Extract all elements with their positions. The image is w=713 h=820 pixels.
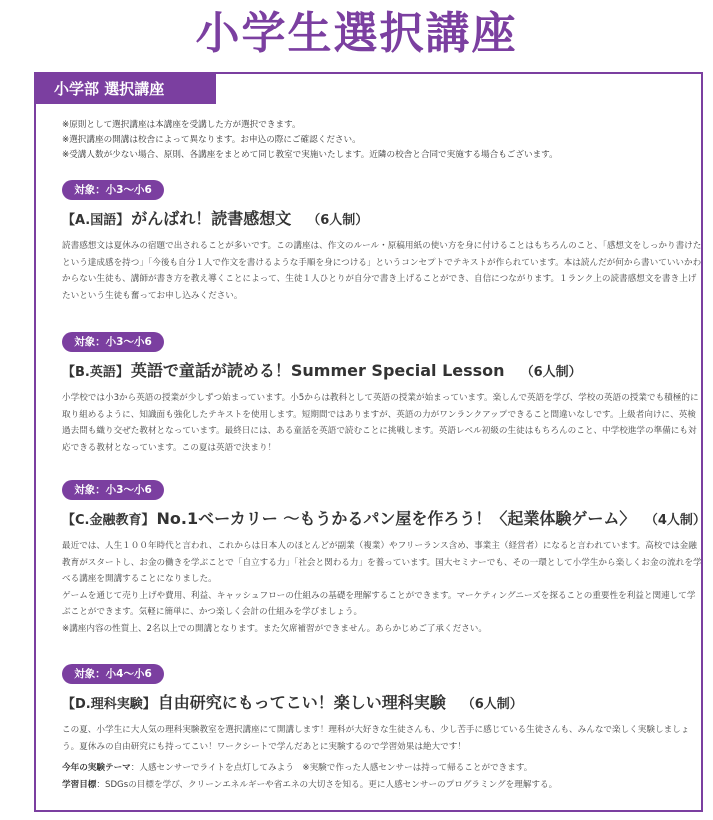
frame-tab-label: 小学部 選択講座 [36,74,216,104]
course-heading [62,359,582,385]
note-line: ※原則として選択講座は本講座を受講した方が選択できます。 [62,120,301,130]
course-tag: 【B.英語】 [62,365,129,380]
course-title: がんばれ！読書感想文 [131,209,292,228]
description-paragraph: ゲームを通じて売り上げや費用、利益、キャッシュフローの仕組みの基礎を理解することができます。マーケティングニーズを探ることの重要性を利益と関連して学ぶことができます。気軽に簡単に、かつ楽しく会計の仕組みを学びましょう。 [62,590,696,618]
description-paragraph: 小学校では小3から英語の授業が少しずつ始まっています。小5からは教科として英語の授業が始まっています。楽しんで英語を学び、学校の英語の授業でも積極的に取り組めるように、知識面も強化したテキストを使用します。短期間ではありますが、英語の力がワンランクアップできること間違いなしです。上級者向けに、英検過去問も織り交ぜた教材となっています。最終日には、ある童話を英語で読むことに挑戦します。英語レベル初級の生徒はもちろんのこと、中学校進学の準備にも対応できる教材となっています。この夏は英語で決まり！ [62,393,699,453]
course-tag: 【D.理科実験】 [62,697,156,712]
target-badge: 対象：小3〜小6 [62,180,164,200]
course-capacity: （4人制） [651,513,706,528]
course-frame [34,72,706,812]
course-description [62,390,704,456]
target-badge: 対象：小4〜小6 [62,664,164,684]
course-tag: 【C.金融教育】 [62,513,155,528]
theme-text: ：人感センサーでライトを点灯してみよう ※実験で作った人感センサーは持って帰ることができます。 [130,763,533,774]
page-title: 小学生選択講座 [195,8,518,59]
description-paragraph: 読書感想文は夏休みの宿題で出されることが多いです。この講座は、作文のルール・原稿用紙の使い方を身に付けることはもちろんのこと、「感想文をしっかり書けたという達成感を持つ」「今後も自分１人で作文を書けるような手順を身につける」というコンセプトでテキストが作られています。本は読んだが何から書いていいかわからない生徒も、講師が書き方を教え導くことによって、生徒１人ひとりが自分で書き上げることができ、自信につながります。１ランク上の読書感想文を書き上げたいという生徒も奮ってお申し込みください。 [62,241,702,301]
course-capacity: （6人制） [307,213,369,228]
course-heading [62,207,368,233]
course-tag: 【A.国語】 [62,213,130,228]
course-title: 英語で童話が読める！Summer Special Lesson [130,361,505,380]
goal-label: 学習目標 [62,779,97,790]
goal-line [62,777,704,794]
course-title: 自由研究にもってこい！楽しい理科実験 [157,693,446,712]
note-line: ※受講人数が少ない場合、原則、各講座をまとめて同じ教室で実施いたします。近隣の校舎と合同で実施する場合もございます。 [62,150,558,160]
course-heading [62,507,706,533]
course-title: No.1ベーカリー 〜もうかるパン屋を作ろう！〈起業体験ゲーム〉 [156,509,636,528]
theme-label: 今年の実験テーマ [62,763,131,774]
course-capacity: （6人制） [520,365,582,380]
description-paragraph: ※講座内容の性質上、2名以上での開講となります。また欠席補習ができません。あらかじめご了承ください。 [62,623,487,634]
theme-line [62,760,704,777]
course-capacity: （6人制） [461,697,523,712]
notes [62,118,692,163]
target-badge: 対象：小3〜小6 [62,332,164,352]
note-line: ※選択講座の開講は校舎によって異なります。お申込の際にご確認ください。 [62,135,361,145]
course-description [62,238,704,304]
description-paragraph: 最近では、人生１００年時代と言われ、これからは日本人のほとんどが副業（複業）やフリーランス含め、事業主（経営者）になると言われています。高校では金融教育がスタートし、お金の働きを学ぶことで「自立する力」「社会と関わる力」を養っています。国大セミナーでも、その一環として小学生から楽しくお金の流れを学べる講座を開講することになりました。 [62,541,702,585]
course-description [62,538,704,638]
target-badge: 対象：小3〜小6 [62,480,164,500]
course-heading [62,691,523,717]
goal-text: ：SDGsの目標を学び、クリーンエネルギーや省エネの大切さを知る。更に人感センサーのプログラミングを理解する。 [96,779,558,790]
description-paragraph: この夏、小学生に大人気の理科実験教室を選択講座にて開講します！理科が大好きな生徒さんも、少し苦手に感じている生徒さんも、みんなで楽しく実験しましょう。夏休みの自由研究にも持ってこい！ワークシートで学んだあとに実験するので学習効果は絶大です！ [62,725,690,752]
course-description [62,722,704,793]
